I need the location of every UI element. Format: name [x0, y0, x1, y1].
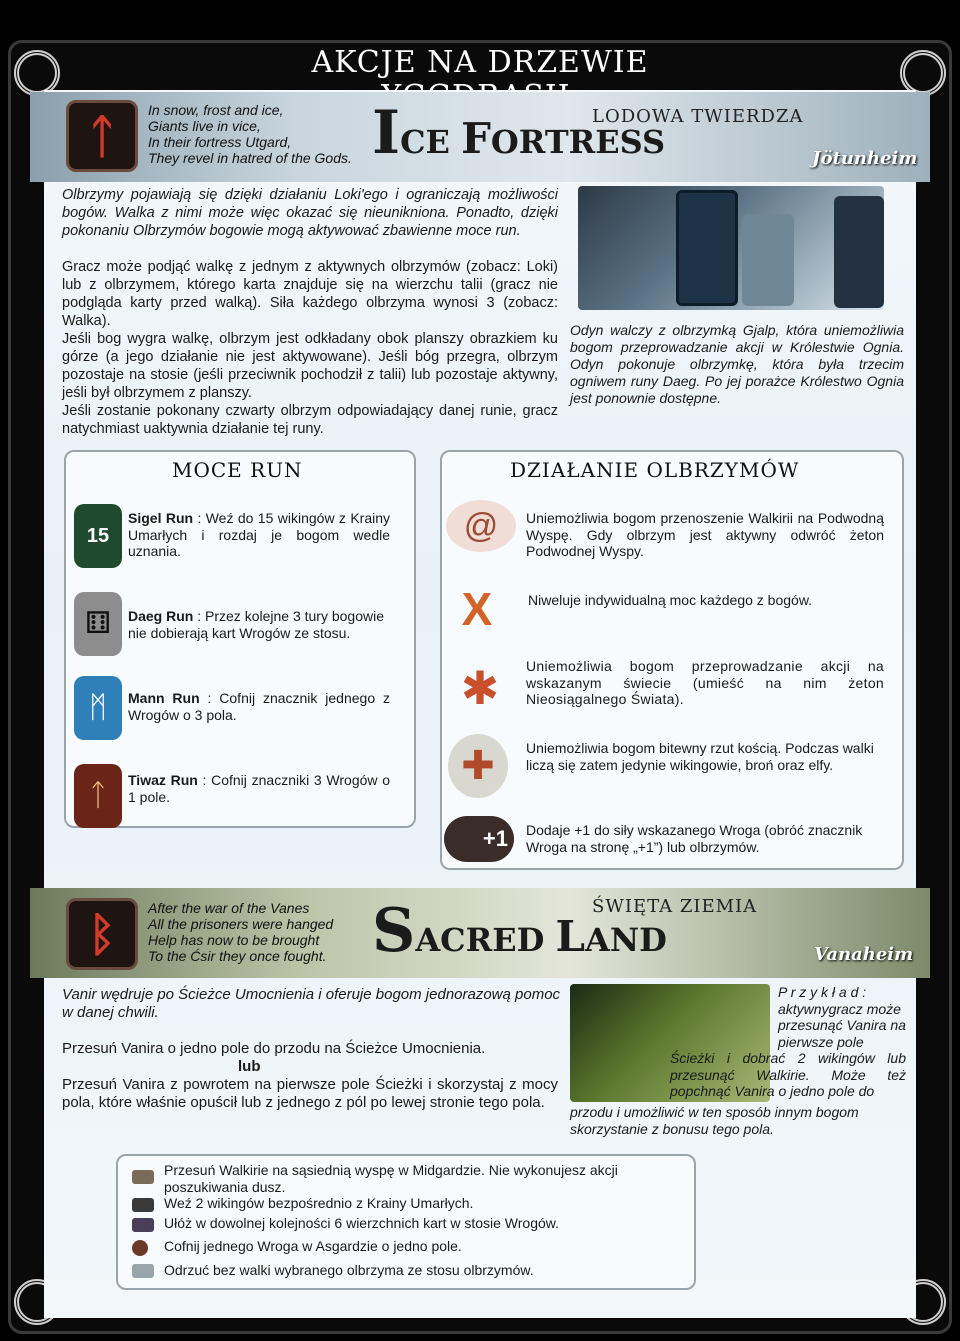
realm-label: Vanaheim	[814, 944, 914, 965]
ice-fortress-subtitle: LODOWA TWIERDZA	[592, 106, 804, 127]
sacred-example-head: P r z y k ł a d : aktywnygracz może przesunąć Vanira na pierwsze pole	[778, 984, 906, 1050]
or-label: lub	[238, 1058, 261, 1075]
sacred-land-subtitle: ŚWIĘTA ZIEMIA	[592, 896, 758, 917]
star-rune-icon: ✱	[460, 662, 500, 714]
rune-powers-title: MOCE RUN	[172, 458, 303, 482]
valkyrie-icon	[132, 1170, 154, 1184]
ice-rules: Gracz może podjąć walkę z jednym z aktywnych olbrzymów (zobacz: Loki) lub z olbrzymem, którego karta znajduje się na wierzchu talii (gracz nie podgląda karty przed walką). Siła każdego olbrzyma wynosi 3 (zobacz: Walka). Jeśli bog wygra walkę, olbrzym jest odkładany obok planszy obrazkiem ku górze (a jego działanie nie jest aktywowane). Jeśli bóg przegra, olbrzym pozostaje na stosie (jeśli przeciwnik pochodził z talii) lub pozostaje aktywny, jeśli był olbrzymem z planszy. Jeśli zostanie pokonany czwarty olbrzym odpowiadający danej runie, gracz natychmiast uaktywnia działanie tej runy.	[62, 259, 558, 437]
daeg-rune-icon: ⚅	[74, 592, 122, 656]
sacred-example-end: przodu i umożliwić w ten sposób innym bogom skorzystanie z bonusu tego pola.	[570, 1104, 859, 1137]
sacred-option-1: Przesuń Vanira o jedno pole do przodu na Ścieżce Umocnienia.	[62, 1040, 486, 1057]
sacred-example-tail: Ścieżki i dobrać 2 wikingów lub przesunąć Walkirie. Może też popchnąć Vanira o jedno pole do	[670, 1050, 906, 1099]
sacred-poem: After the war of the Vanes All the prisoners were hanged Help has now to be brought To the Ćsir they once fought.	[148, 900, 334, 964]
vikings-icon	[132, 1198, 154, 1212]
giant-effect-5: Dodaje +1 do siły wskazanego Wroga (obróć znacznik Wroga na stronę „+1”) lub olbrzymów.	[526, 822, 863, 855]
whirlpool-icon: @	[446, 500, 516, 552]
bonus-1: Przesuń Walkirie na sąsiednią wyspę w Midgardzie. Nie wykonujesz akcji poszukiwania dusz.	[164, 1162, 618, 1195]
giant-effect-3: Uniemożliwia bogom przeprowadzanie akcji na wskazanym świecie (umieść na nim żeton Nieosiągalnego Świata).	[526, 658, 884, 707]
sacred-option-2: Przesuń Vanira z powrotem na pierwsze pole Ścieżki i skorzystaj z mocy pola, które właśnie opuścił lub z jednego z pól po lewej stronie tego pola.	[62, 1076, 558, 1111]
giant-card-back	[676, 190, 738, 306]
berkana-rune-icon: ᛒ	[66, 898, 138, 970]
enemy-cards-icon	[132, 1218, 154, 1232]
plus-one-token-icon: +1	[444, 816, 514, 862]
ice-example: Odyn walczy z olbrzymką Gjalp, która uniemożliwia bogom przeprowadzanie akcji w Królestwie Ognia. Odyn pokonuje olbrzymkę, która była trzecim ogniwem runy Daeg. Po jej porażce Królestwo Ognia jest ponownie dostępne.	[570, 322, 904, 406]
tiwaz-rune-icon: ᛏ	[66, 100, 138, 172]
sacred-intro: Vanir wędruje po Ścieżce Umocnienia i oferuje bogom jednorazową pomoc w danej chwili.	[62, 986, 561, 1021]
realm-label: Jötunheim	[812, 148, 918, 169]
bonus-4: Cofnij jednego Wroga w Asgardzie o jedno pole.	[164, 1238, 462, 1254]
mann-rune-icon: ᛗ	[74, 676, 122, 740]
shield-rune-icon: ✚	[448, 734, 508, 798]
bonus-3: Ułóż w dowolnej kolejności 6 wierzchnich kart w stosie Wrogów.	[164, 1215, 560, 1231]
mann-rune-text: Mann Run : Cofnij znacznik jednego z Wrogów o 3 pola.	[128, 690, 390, 723]
page-title: AKCJE NA DRZEWIE	[218, 46, 742, 80]
bonus-5: Odrzuć bez walki wybranego olbrzyma ze stosu olbrzymów.	[164, 1262, 534, 1278]
sigel-rune-text: Sigel Run : Weź do 15 wikingów z Krainy Umarłych i rozdaj je bogom wedle uznania.	[128, 510, 390, 559]
giant-effect-4: Uniemożliwia bogom bitewny rzut kością. Podczas walki liczą się zatem jedynie wikingowie, broń oraz elfy.	[526, 740, 874, 773]
tiwaz-rune-text: Tiwaz Run : Cofnij znaczniki 3 Wrogów o 1 pole.	[128, 772, 391, 805]
giant-effect-2: Niweluje indywidualną moc każdego z bogów.	[528, 592, 813, 608]
ice-poem: In snow, frost and ice, Giants live in vice, In their fortress Utgard, They revel in hatred of the Gods.	[148, 102, 352, 166]
giant-card-flipped	[834, 196, 884, 308]
giant-effects-title: DZIAŁANIE OLBRZYMÓW	[510, 458, 800, 482]
giant-card-icon	[132, 1264, 154, 1278]
crossed-rune-icon: X	[461, 583, 493, 635]
sacred-land-title: SACRED LAND	[372, 896, 667, 966]
sigel-rune-icon: 15	[74, 504, 122, 568]
ice-fortress-title: ICE FORTRESS	[372, 98, 666, 168]
giant-effect-1: Uniemożliwia bogom przenoszenie Walkirii na Podwodną Wyspę. Gdy olbrzym jest aktywny odwróć żeton Podwodnej Wyspy.	[526, 510, 884, 559]
enemy-token-icon	[132, 1240, 148, 1256]
daeg-rune-text: Daeg Run : Przez kolejne 3 tury bogowie nie dobierają kart Wrogów ze stosu.	[128, 608, 384, 641]
tiwaz-rune-icon: ᛏ	[74, 764, 122, 828]
giant-card-face	[742, 214, 794, 306]
ice-intro: Olbrzymy pojawiają się dzięki działaniu Loki'ego i ograniczają możliwości bogów. Walka z nimi może więc okazać się nieunikniona. Ponadto, dzięki pokonaniu Olbrzymów bogowie mogą aktywować zbawienne moce run.	[62, 187, 558, 239]
bonus-2: Weź 2 wikingów bezpośrednio z Krainy Umarłych.	[164, 1195, 474, 1211]
